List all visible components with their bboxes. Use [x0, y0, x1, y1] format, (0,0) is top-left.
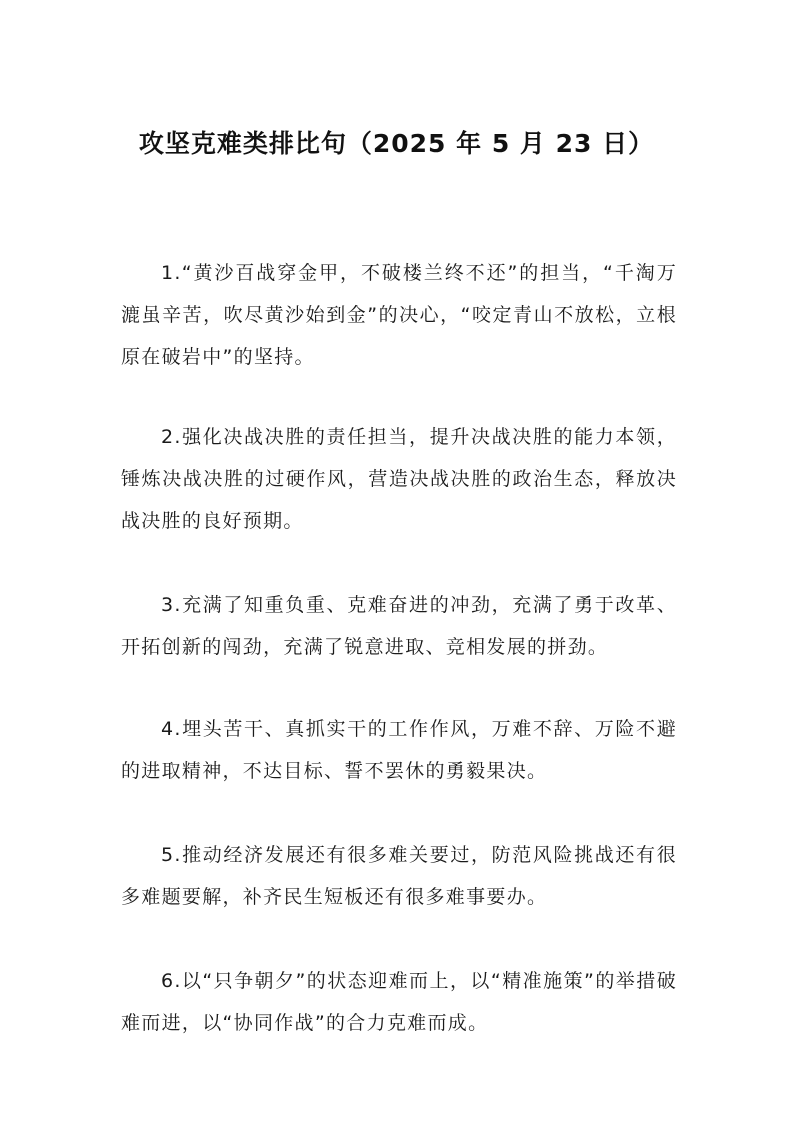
paragraph-4: 4.埋头苦干、真抓实干的工作作风，万难不辞、万险不避的进取精神，不达目标、誓不罢休的勇毅果决。 — [121, 718, 677, 782]
paragraph-3: 3.充满了知重负重、克难奋进的冲劲，充满了勇于改革、开拓创新的闯劲，充满了锐意进取、竞相发展的拼劲。 — [121, 594, 677, 658]
document-title: 攻坚克难类排比句（2025 年 5 月 23 日） — [138, 129, 655, 158]
paragraph-6: 6.以“只争朝夕”的状态迎难而上，以“精准施策”的举措破难而进，以“协同作战”的合力克难而成。 — [121, 970, 677, 1034]
paragraph-2: 2.强化决战决胜的责任担当，提升决战决胜的能力本领，锤炼决战决胜的过硬作风，营造决战决胜的政治生态，释放决战决胜的良好预期。 — [121, 426, 677, 532]
paragraph-5: 5.推动经济发展还有很多难关要过，防范风险挑战还有很多难题要解，补齐民生短板还有很多难事要办。 — [121, 844, 677, 908]
paragraph-1: 1.“黄沙百战穿金甲，不破楼兰终不还”的担当，“千淘万漉虽辛苦，吹尽黄沙始到金”的决心，“咬定青山不放松，立根原在破岩中”的坚持。 — [121, 262, 677, 368]
